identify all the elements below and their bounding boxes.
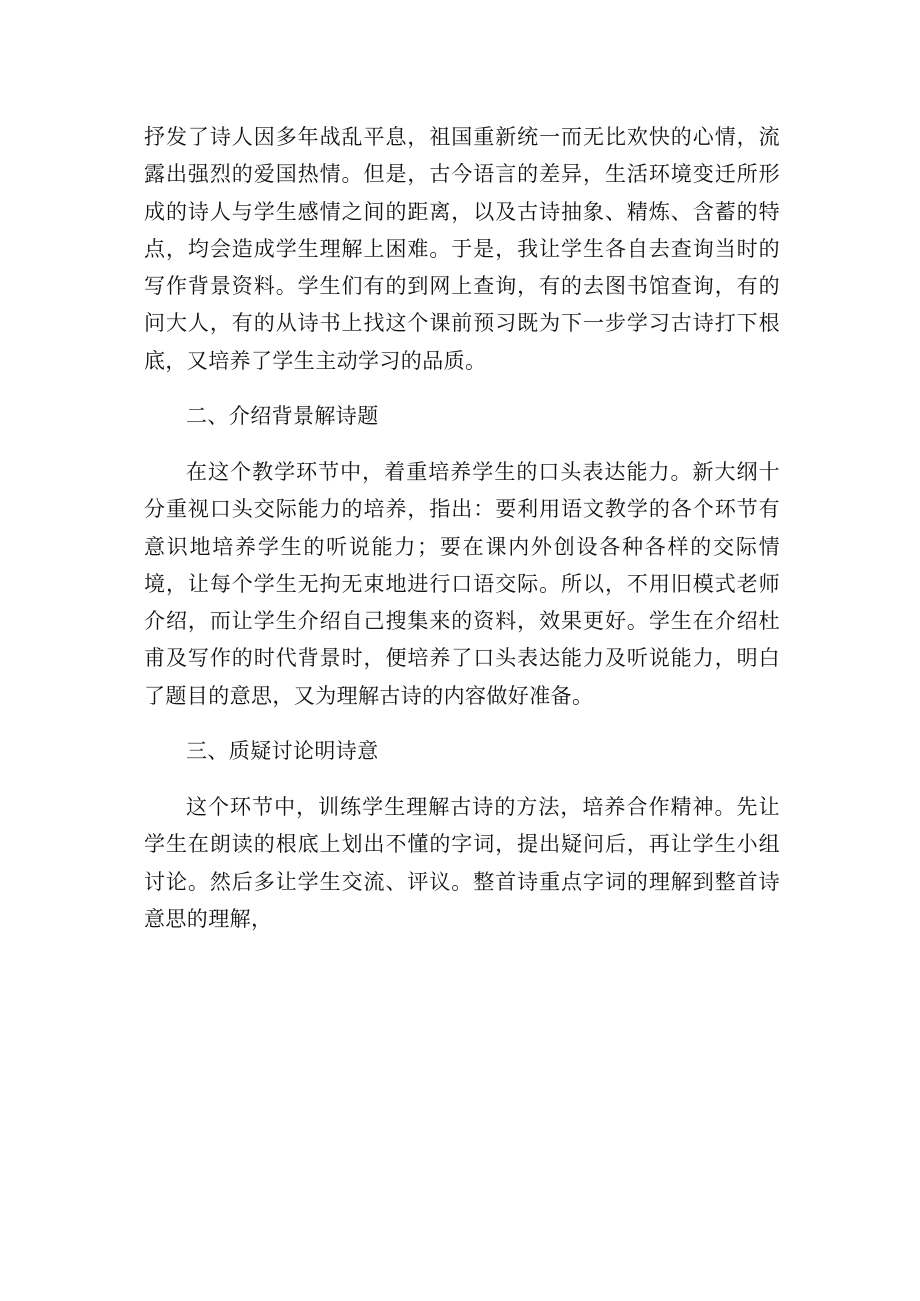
paragraph-section-2: 在这个教学环节中，着重培养学生的口头表达能力。新大纲十分重视口头交际能力的培养，指出：要利用语文教学的各个环节有意识地培养学生的听说能力；要在课内外创设各种各样的交际情境，让每个学生无拘无束地进行口语交际。所以，不用旧模式老师介绍，而让学生介绍自己搜集来的资料，效果更好。学生在介绍杜甫及写作的时代背景时，便培养了口头表达能力及听说能力，明白了题目的意思，又为理解古诗的内容做好准备。 bbox=[144, 459, 780, 708]
paragraph-continuation: 抒发了诗人因多年战乱平息，祖国重新统一而无比欢快的心情，流露出强烈的爱国热情。但是，古今语言的差异，生活环境变迁所形成的诗人与学生感情之间的距离，以及古诗抽象、精炼、含蓄的特点，均会造成学生理解上困难。于是，我让学生各自去查询当时的写作背景资料。学生们有的到网上查询，有的去图书馆查询，有的问大人，有的从诗书上找这个课前预习既为下一步学习古诗打下根底，又培养了学生主动学习的品质。 bbox=[144, 125, 780, 373]
document-body bbox=[144, 119, 780, 938]
paragraph-section-3: 这个环节中，训练学生理解古诗的方法，培养合作精神。先让学生在朗读的根底上划出不懂的字词，提出疑问后，再让学生小组讨论。然后多让学生交流、评议。整首诗重点字词的理解到整首诗意思的理解， bbox=[144, 794, 780, 931]
section-heading-2: 二、介绍背景解诗题 bbox=[186, 404, 379, 429]
section-heading-3: 三、质疑讨论明诗意 bbox=[186, 739, 379, 764]
